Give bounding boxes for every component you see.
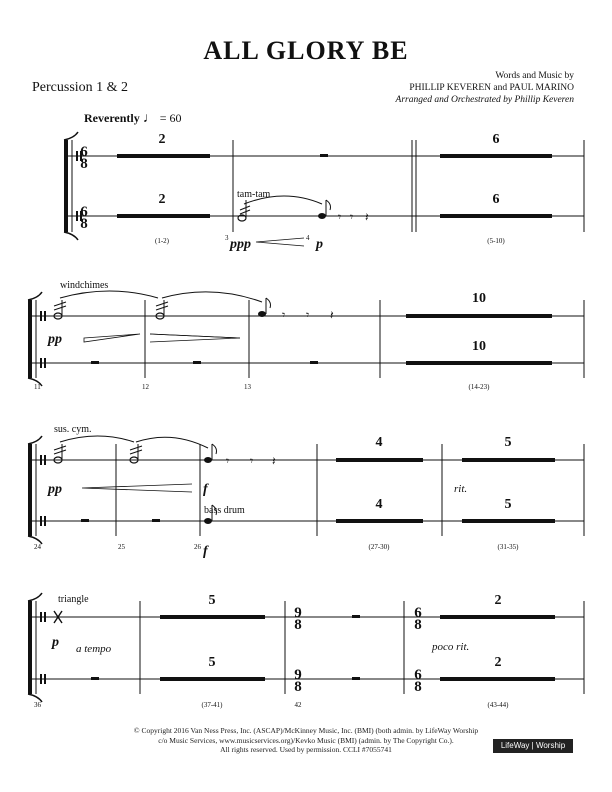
instrument-label: sus. cym. [54, 424, 92, 435]
rest-icon [320, 154, 328, 157]
multirest-count: 6 [492, 192, 500, 207]
system-3 [28, 436, 584, 544]
tremolo-icon [54, 446, 66, 450]
multirest-count: 10 [472, 291, 486, 306]
measure-number: 24 [34, 543, 41, 551]
part-name: Percussion 1 & 2 [32, 80, 129, 95]
instrument-label: bass drum [204, 505, 245, 516]
dynamic-marking: pp [48, 482, 62, 497]
time-signature-numerator: 6 [414, 605, 422, 621]
percussion-clef-icon [40, 358, 42, 368]
measure-number: (37-41) [201, 701, 223, 709]
tremolo-icon [54, 302, 66, 306]
percussion-clef-icon [44, 674, 46, 684]
rest-icon: 𝄾 [338, 210, 342, 224]
percussion-clef-icon [44, 311, 46, 321]
tuplet-number: 3 [225, 234, 229, 242]
time-signature-numerator: 9 [294, 605, 302, 621]
multirest-count: 5 [504, 435, 512, 450]
measure-number: (31-35) [497, 543, 519, 551]
tuplet-number: 4 [306, 234, 310, 242]
measure-number: 25 [118, 543, 125, 551]
rest-icon [193, 361, 201, 364]
hairpin [84, 334, 140, 342]
credits-line-1: Words and Music by [495, 71, 574, 81]
rest-icon: 𝄽 [330, 308, 334, 322]
measure-number: (27-30) [368, 543, 390, 551]
tremolo-icon [156, 306, 168, 310]
dynamic-marking: p [316, 237, 323, 252]
note-head [318, 213, 326, 219]
tempo-label: Reverently [84, 111, 140, 125]
measure-number: (43-44) [487, 701, 509, 709]
copyright-line-3: All rights reserved. Used by permission. CCLI #7055741 [220, 745, 392, 754]
time-signature-numerator: 6 [80, 204, 88, 220]
measure-number: 42 [294, 701, 302, 709]
hairpin [150, 334, 240, 342]
multirest-count: 10 [472, 339, 486, 354]
multirest-count: 5 [208, 593, 216, 608]
measure-number: 26 [194, 543, 201, 551]
tremolo-icon [156, 302, 168, 306]
percussion-clef-icon [40, 311, 42, 321]
percussion-clef-icon [44, 612, 46, 622]
rest-icon [91, 361, 99, 364]
percussion-clef-icon [44, 358, 46, 368]
rest-icon [352, 615, 360, 618]
flag-icon [212, 444, 217, 454]
measure-number: (5-10) [487, 237, 505, 245]
percussion-clef-icon [76, 151, 78, 161]
hairpin [82, 484, 192, 492]
multirest-count: 4 [375, 497, 383, 512]
instrument-label: windchimes [60, 280, 109, 291]
measure-number: 36 [34, 701, 41, 709]
flag-icon [266, 298, 271, 308]
percussion-clef-icon [76, 211, 78, 221]
measure-number: (1-2) [155, 237, 169, 245]
multirest-count: 2 [158, 192, 166, 207]
rest-icon: 𝄾 [350, 210, 354, 224]
tie-arc [60, 436, 134, 442]
measure-number: (14-23) [468, 383, 490, 391]
multirest-count: 6 [492, 132, 500, 147]
note-head [258, 311, 266, 317]
rest-icon [91, 677, 99, 680]
dynamic-marking: f [203, 544, 208, 559]
percussion-clef-icon [40, 674, 42, 684]
rest-icon: 𝄾 [250, 454, 254, 468]
time-signature-numerator: 6 [414, 667, 422, 683]
system-1 [64, 132, 584, 246]
quarter-note-icon: ♩ [142, 111, 157, 126]
rest-icon [152, 519, 160, 522]
rest-icon [310, 361, 318, 364]
instrument-label: tam-tam [237, 189, 271, 200]
multirest-count: 5 [504, 497, 512, 512]
multirest-count: 2 [494, 655, 502, 670]
time-signature-denominator: 8 [294, 617, 302, 633]
tremolo-icon [54, 450, 66, 454]
time-signature-denominator: 8 [80, 156, 88, 172]
dynamic-marking: pp [48, 332, 62, 347]
time-signature-denominator: 8 [414, 679, 422, 695]
system-4 [28, 593, 584, 702]
expression-text: a tempo [76, 643, 112, 655]
time-signature-numerator: 9 [294, 667, 302, 683]
rest-icon: 𝄾 [306, 308, 310, 322]
expression-text: poco rit. [432, 641, 470, 653]
system-2 [28, 291, 584, 386]
multirest-count: 2 [494, 593, 502, 608]
note-head [204, 518, 212, 524]
multirest-count: 5 [208, 655, 216, 670]
tremolo-icon [54, 306, 66, 310]
measure-number: 12 [142, 383, 149, 391]
percussion-clef-icon [44, 516, 46, 526]
tie-arc [136, 437, 208, 448]
note-head [204, 457, 212, 463]
publisher-logo: LifeWay | Worship [493, 739, 573, 753]
percussion-clef-icon [40, 612, 42, 622]
flag-icon [326, 200, 331, 210]
rest-icon: 𝄾 [226, 454, 230, 468]
dynamic-marking: ppp [230, 237, 251, 252]
rest-icon: 𝄽 [272, 454, 276, 468]
instrument-label: triangle [58, 594, 89, 605]
measure-number: 13 [244, 383, 251, 391]
multirest-count: 2 [158, 132, 166, 147]
tie-arc [60, 291, 158, 298]
time-signature-denominator: 8 [294, 679, 302, 695]
tremolo-icon [130, 446, 142, 450]
rest-icon: 𝄽 [365, 210, 369, 224]
rest-icon: 𝄾 [282, 308, 286, 322]
credits-arranger: Arranged and Orchestrated by Phillip Keveren [395, 95, 574, 105]
hairpin [256, 238, 304, 246]
expression-text: rit. [454, 483, 468, 495]
percussion-clef-icon [44, 455, 46, 465]
tie-arc [162, 292, 262, 302]
rest-icon [352, 677, 360, 680]
multirest-count: 4 [375, 435, 383, 450]
copyright-line-2: c/o Music Services, www.musicservices.org)/Kevko Music (BMI) (admin. by The Copyright Co.). [158, 735, 454, 745]
tremolo-icon [240, 210, 250, 214]
credits-composers: PHILLIP KEVEREN and PAUL MARINO [409, 83, 574, 93]
tremolo-icon [130, 450, 142, 454]
tremolo-icon [240, 206, 250, 210]
dynamic-marking: f [203, 482, 208, 497]
time-signature-denominator: 8 [414, 617, 422, 633]
rest-icon [81, 519, 89, 522]
percussion-clef-icon [40, 516, 42, 526]
time-signature-denominator: 8 [80, 216, 88, 232]
measure-number: 11 [34, 383, 41, 391]
dynamic-marking: p [52, 635, 59, 650]
percussion-clef-icon [40, 455, 42, 465]
copyright-line-1: © Copyright 2016 Van Ness Press, Inc. (ASCAP)/McKinney Music, Inc. (BMI) (both admin. by LifeWay Worship [133, 726, 479, 735]
time-signature-numerator: 6 [80, 144, 88, 160]
tempo-value: = 60 [159, 111, 182, 125]
song-title: ALL GLORY BE [203, 36, 409, 65]
